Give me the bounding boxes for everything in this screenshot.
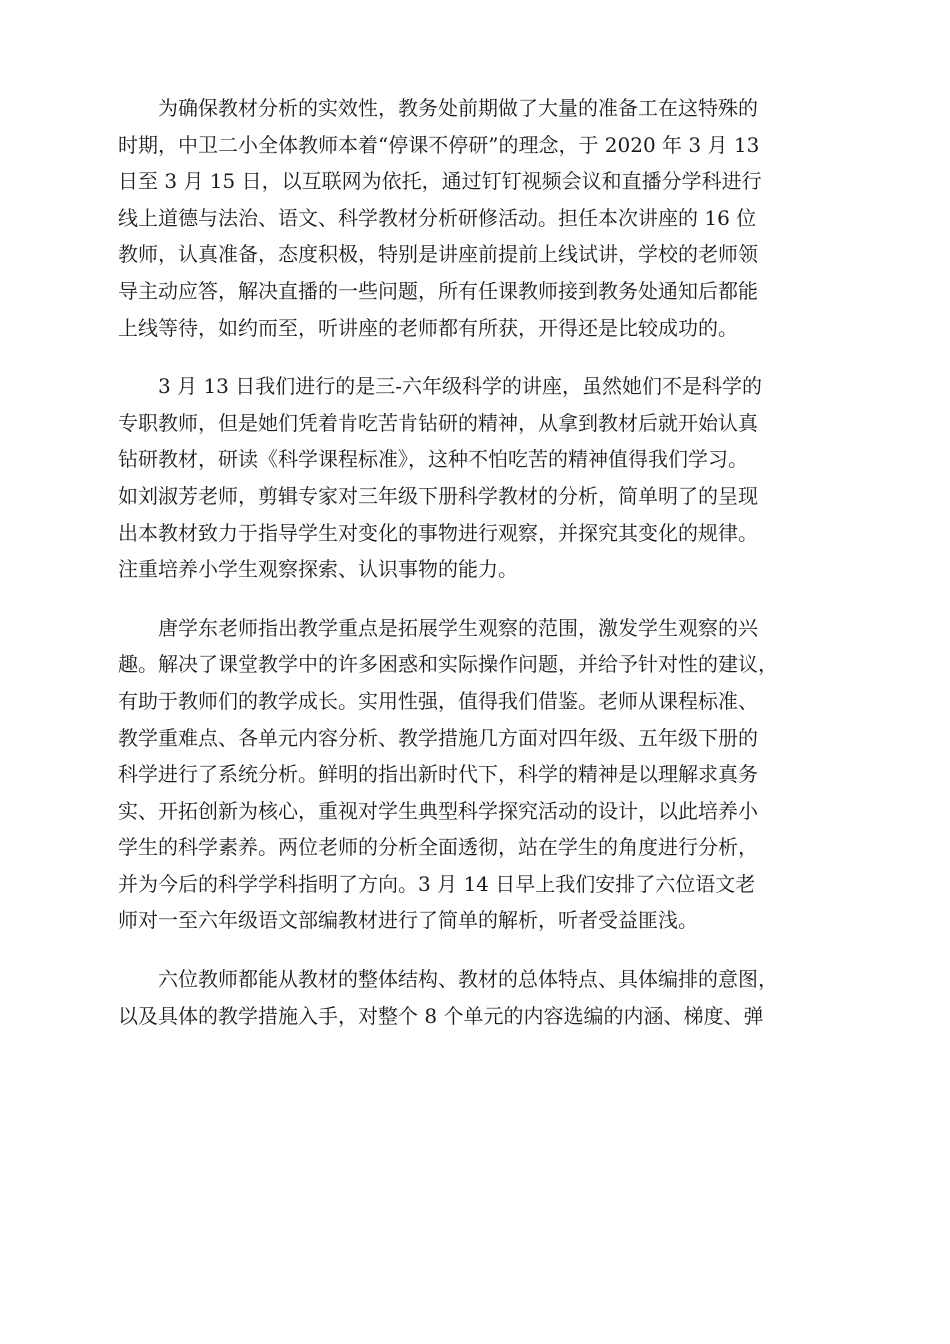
text-line: 导主动应答，解决直播的一些问题，所有任课教师接到教务处通知后都能: [118, 278, 758, 303]
paragraph-1: [118, 90, 838, 346]
text-line: 出本教材致力于指导学生对变化的事物进行观察，并探究其变化的规律。: [118, 520, 758, 545]
paragraph-4: [118, 961, 838, 1034]
text-line: 3 月 13 日我们进行的是三-六年级科学的讲座，虽然她们不是科学的: [158, 374, 763, 399]
text-line: 为确保教材分析的实效性，教务处前期做了大量的准备工在这特殊的: [158, 96, 758, 120]
text-line: 时期，中卫二小全体教师本着“停课不停研”的理念，于 2020 年 3 月 13: [118, 132, 760, 157]
text-line: 专职教师，但是她们凭着肯吃苦肯钻研的精神，从拿到教材后就开始认真: [118, 410, 758, 435]
paragraph-3: [118, 610, 838, 939]
text-line: 学生的科学素养。两位老师的分析全面透彻，站在学生的角度进行分析，: [118, 835, 758, 860]
text-line: 钻研教材，研读《科学课程标准》，这种不怕吃苦的精神值得我们学习。: [118, 447, 748, 472]
text-line: 六位教师都能从教材的整体结构、教材的总体特点、具体编排的意图，: [158, 967, 778, 992]
document-body: [118, 90, 838, 1056]
text-line: 教师，认真准备，态度积极，特别是讲座前提前上线试讲，学校的老师领: [118, 242, 758, 267]
text-line: 有助于教师们的教学成长。实用性强，值得我们借鉴。老师从课程标准、: [118, 688, 758, 713]
text-line: 如刘淑芳老师，剪辑专家对三年级下册科学教材的分析，简单明了的呈现: [118, 483, 758, 508]
text-line: 趣。解决了课堂教学中的许多困惑和实际操作问题，并给予针对性的建议，: [118, 652, 778, 677]
text-line: 教学重难点、各单元内容分析、教学措施几方面对四年级、五年级下册的: [118, 725, 758, 750]
text-line: 科学进行了系统分析。鲜明的指出新时代下，科学的精神是以理解求真务: [118, 762, 758, 787]
text-line: 并为今后的科学学科指明了方向。3 月 14 日早上我们安排了六位语文老: [118, 871, 756, 896]
text-line: 日至 3 月 15 日，以互联网为依托，通过钉钉视频会议和直播分学科进行: [118, 169, 762, 194]
paragraph-2: [118, 368, 838, 588]
text-line: 以及具体的教学措施入手，对整个 8 个单元的内容选编的内涵、梯度、弹: [118, 1003, 764, 1028]
text-line: 唐学东老师指出教学重点是拓展学生观察的范围，激发学生观察的兴: [158, 615, 758, 640]
text-line: 师对一至六年级语文部编教材进行了简单的解析，听者受益匪浅。: [118, 908, 698, 933]
text-line: 实、开拓创新为核心，重视对学生典型科学探究活动的设计，以此培养小: [118, 798, 758, 823]
text-line: 上线等待，如约而至，听讲座的老师都有所获，开得还是比较成功的。: [118, 315, 738, 340]
text-line: 线上道德与法治、语文、科学教材分析研修活动。担任本次讲座的 16 位: [118, 205, 757, 230]
text-line: 注重培养小学生观察探索、认识事物的能力。: [118, 557, 518, 582]
